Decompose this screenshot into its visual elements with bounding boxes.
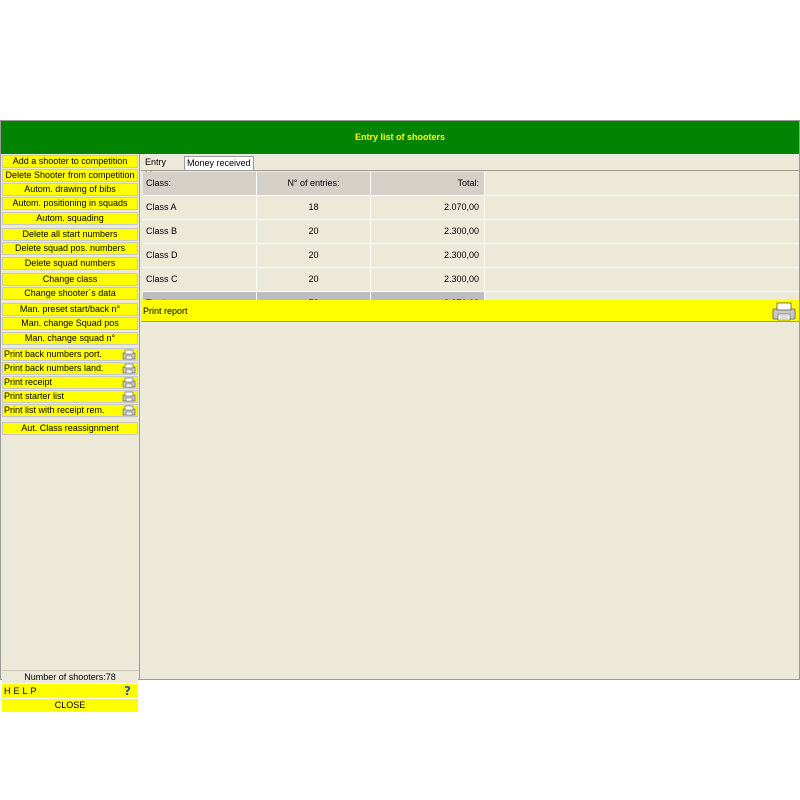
delete-shooter-button[interactable]: Delete Shooter from competition <box>2 169 138 182</box>
man-change-squad-pos-button[interactable]: Man. change Squad pos <box>2 317 138 330</box>
printer-icon <box>122 405 136 416</box>
header-total: Total: <box>371 172 485 195</box>
class-cell: Class D <box>143 244 257 267</box>
table-row <box>141 196 799 220</box>
printer-icon <box>122 391 136 402</box>
add-shooter-button[interactable]: Add a shooter to competition <box>2 155 138 168</box>
autom-positioning-squads-button[interactable]: Autom. positioning in squads <box>2 197 138 210</box>
delete-squad-numbers-button[interactable]: Delete squad numbers <box>2 257 138 270</box>
table-row <box>141 220 799 244</box>
total-cell: 2.300,00 <box>371 220 485 243</box>
print-back-numbers-port-label: Print back numbers port. <box>4 349 103 359</box>
printer-icon <box>122 377 136 388</box>
print-receipt-label: Print receipt <box>4 377 53 387</box>
table-row <box>141 268 799 292</box>
total-cell: 2.300,00 <box>371 268 485 291</box>
table-header-row <box>141 172 799 196</box>
autom-squading-button[interactable]: Autom. squading <box>2 212 138 225</box>
sidebar <box>1 154 140 710</box>
delete-squad-pos-numbers-button[interactable]: Delete squad pos. numbers <box>2 242 138 255</box>
man-preset-start-button[interactable]: Man. preset start/back n° <box>2 303 138 316</box>
tab-entry-list[interactable]: Entry <box>143 156 183 170</box>
svg-text:?: ? <box>124 684 134 697</box>
print-report-label: Print report <box>143 306 188 316</box>
aut-class-reassignment-button[interactable]: Aut. Class reassignment <box>2 422 138 435</box>
man-change-squad-number-button[interactable]: Man. change squad n° <box>2 332 138 345</box>
print-list-receipt-rem-label: Print list with receipt rem. <box>4 405 105 415</box>
window-title: Entry list of shooters <box>1 121 799 154</box>
class-cell: Class C <box>143 268 257 291</box>
entries-cell: 18 <box>257 196 371 219</box>
print-back-numbers-land-button[interactable] <box>2 362 138 375</box>
entries-cell: 20 <box>257 244 371 267</box>
print-starter-list-button[interactable] <box>2 390 138 403</box>
print-back-numbers-port-button[interactable] <box>2 348 138 361</box>
total-cell: 2.070,00 <box>371 196 485 219</box>
help-label: HELP <box>4 686 40 696</box>
main-content <box>141 154 799 679</box>
print-receipt-button[interactable] <box>2 376 138 389</box>
print-report-button[interactable] <box>141 300 799 322</box>
class-cell: Class A <box>143 196 257 219</box>
change-class-button[interactable]: Change class <box>2 273 138 286</box>
header-class: Class: <box>143 172 257 195</box>
printer-icon <box>122 363 136 374</box>
tab-money-received[interactable]: Money received <box>184 156 254 170</box>
autom-drawing-bibs-button[interactable]: Autom. drawing of bibs <box>2 183 138 196</box>
app-window <box>0 120 800 710</box>
table-row <box>141 244 799 268</box>
help-icon <box>123 684 135 697</box>
total-cell: 2.300,00 <box>371 244 485 267</box>
entries-cell: 20 <box>257 220 371 243</box>
close-button[interactable]: CLOSE <box>2 699 138 712</box>
print-starter-list-label: Print starter list <box>4 391 65 401</box>
class-cell: Class B <box>143 220 257 243</box>
change-shooter-data-button[interactable]: Change shooter´s data <box>2 287 138 300</box>
help-button[interactable] <box>2 684 138 698</box>
print-list-receipt-rem-button[interactable] <box>2 404 138 417</box>
printer-icon <box>771 301 797 321</box>
print-back-numbers-land-label: Print back numbers land. <box>4 363 104 373</box>
printer-icon <box>122 349 136 360</box>
entries-cell: 20 <box>257 268 371 291</box>
delete-start-numbers-button[interactable]: Delete all start numbers <box>2 228 138 241</box>
shooter-count: Number of shooters:78 <box>2 670 138 683</box>
header-entries: N° of entries: <box>257 172 371 195</box>
